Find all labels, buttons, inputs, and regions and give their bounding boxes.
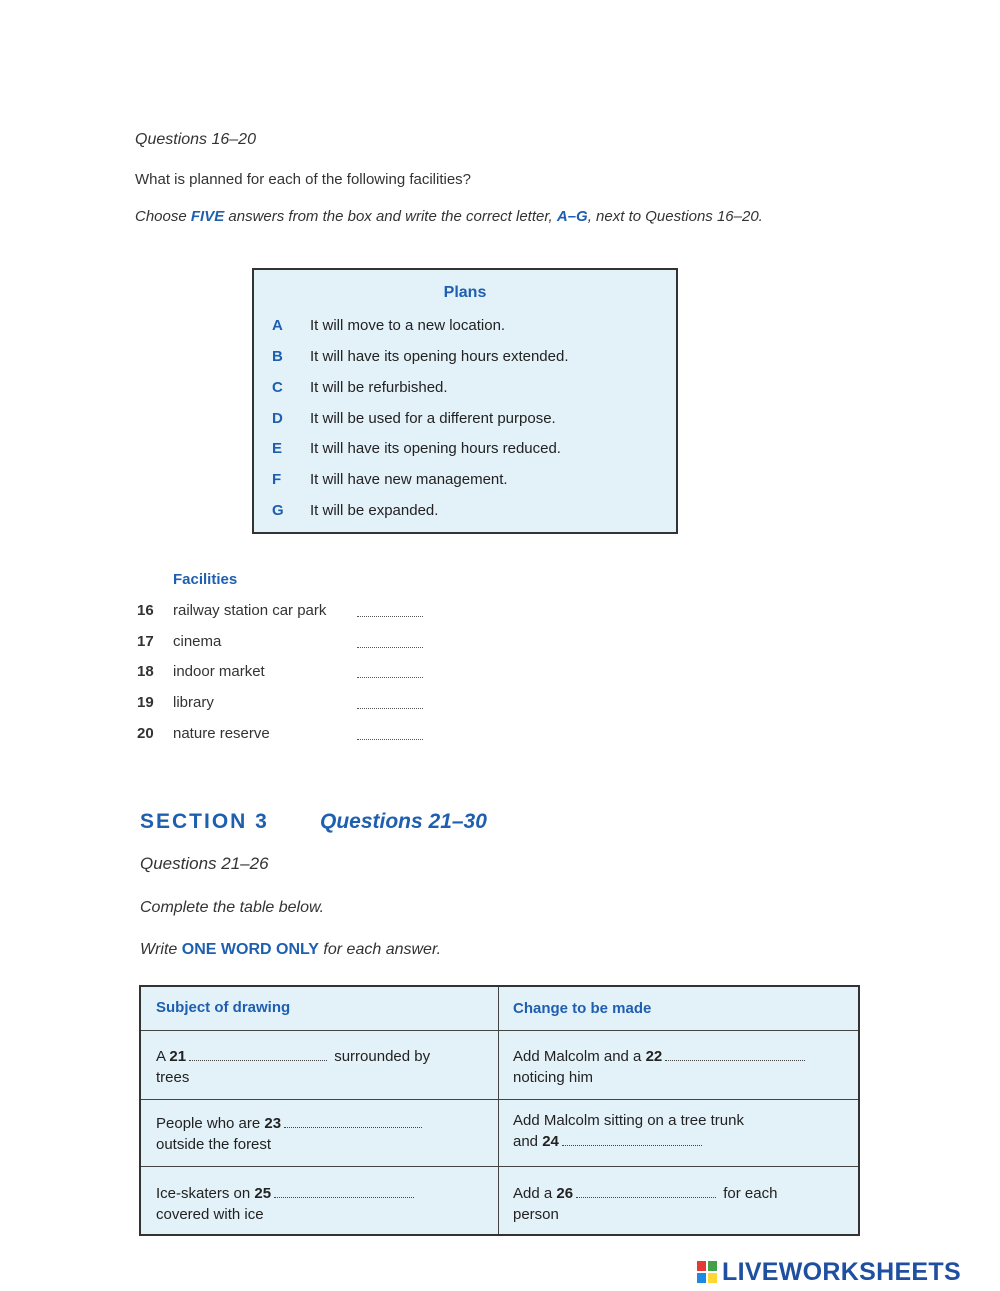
- answer-blank[interactable]: [284, 1127, 422, 1128]
- logo-square-icon: [697, 1273, 706, 1283]
- facility-name: nature reserve: [173, 725, 270, 742]
- question-number: 20: [137, 725, 154, 742]
- answer-blank[interactable]: [357, 708, 423, 709]
- question-number: 26: [556, 1185, 574, 1202]
- logo-square-icon: [697, 1261, 706, 1271]
- plan-item: [272, 379, 448, 401]
- questions-heading: Questions 16–20: [135, 131, 256, 148]
- instruction-text: [135, 207, 795, 227]
- answer-blank[interactable]: [189, 1060, 327, 1061]
- plan-item: [272, 502, 438, 524]
- plan-item: [272, 471, 508, 493]
- cell-text: A: [156, 1048, 170, 1065]
- question-number: 25: [254, 1185, 272, 1202]
- table-divider: [141, 1099, 858, 1100]
- cell-text: noticing him: [513, 1069, 594, 1086]
- cell-text: person: [513, 1206, 559, 1223]
- plan-letter: E: [272, 440, 283, 457]
- plan-letter: C: [272, 379, 283, 396]
- instruction-range: A–G: [556, 208, 588, 225]
- facility-name: library: [173, 694, 214, 711]
- answer-blank[interactable]: [274, 1197, 414, 1198]
- facilities-title: Facilities: [173, 571, 238, 588]
- table-cell: [513, 1110, 858, 1152]
- plan-text: It will be used for a different purpose.: [310, 410, 556, 427]
- instruction-part: for each answer.: [318, 941, 442, 958]
- table-divider: [141, 1030, 858, 1031]
- table-cell: [513, 1183, 858, 1225]
- logo-square-icon: [708, 1273, 717, 1283]
- answer-blank[interactable]: [357, 739, 423, 740]
- plan-text: It will move to a new location.: [310, 317, 506, 334]
- plan-letter: G: [272, 502, 284, 519]
- question-text: What is planned for each of the following facilities?: [135, 171, 472, 188]
- cell-text: Add Malcolm and a: [513, 1048, 646, 1065]
- question-number: 16: [137, 602, 154, 619]
- instruction-emphasis: ONE WORD ONLY: [181, 941, 319, 958]
- answer-blank[interactable]: [357, 647, 423, 648]
- facility-name: railway station car park: [173, 602, 327, 619]
- plan-text: It will have its opening hours extended.: [310, 348, 569, 365]
- facility-name: indoor market: [173, 663, 265, 680]
- plan-letter: B: [272, 348, 283, 365]
- cell-text: surrounded by: [330, 1048, 431, 1065]
- table-header: Subject of drawing: [156, 999, 291, 1016]
- plan-letter: A: [272, 317, 283, 334]
- plans-title: Plans: [443, 284, 487, 301]
- question-number: 22: [645, 1048, 663, 1065]
- section-range: Questions 21–30: [320, 810, 487, 833]
- answer-blank[interactable]: [357, 616, 423, 617]
- cell-text: covered with ice: [156, 1206, 264, 1223]
- instruction-text: [140, 941, 441, 959]
- cell-text: People who are: [156, 1115, 265, 1132]
- question-number: 18: [137, 663, 154, 680]
- table-header: Change to be made: [513, 1000, 652, 1017]
- plan-item: [272, 348, 569, 370]
- cell-text: and: [513, 1133, 543, 1150]
- plan-text: It will be refurbished.: [310, 379, 448, 396]
- plan-text: It will have new management.: [310, 471, 508, 488]
- questions-heading: Questions 21–26: [140, 854, 269, 873]
- table-cell: [513, 1046, 858, 1088]
- plan-text: It will have its opening hours reduced.: [310, 440, 561, 457]
- table-divider: [498, 987, 499, 1234]
- notes-table: [139, 985, 860, 1236]
- cell-text: outside the forest: [156, 1136, 272, 1153]
- plan-letter: D: [272, 410, 283, 427]
- question-number: 21: [169, 1048, 187, 1065]
- instruction-part: Choose: [135, 208, 191, 225]
- table-cell: [156, 1046, 491, 1088]
- cell-text: Add Malcolm sitting on a tree trunk: [513, 1112, 744, 1129]
- plan-item: [272, 317, 505, 339]
- instruction-part: , next to Questions 16–20.: [587, 208, 763, 225]
- logo-square-icon: [708, 1261, 717, 1271]
- section-title: SECTION 3: [140, 810, 269, 833]
- question-number: 19: [137, 694, 154, 711]
- answer-blank[interactable]: [576, 1197, 716, 1198]
- table-divider: [141, 1166, 858, 1167]
- answer-blank[interactable]: [357, 677, 423, 678]
- cell-text: trees: [156, 1069, 190, 1086]
- question-number: 24: [542, 1133, 559, 1150]
- plans-box: [252, 268, 678, 534]
- instruction-part: answers from the box and write the correct letter,: [224, 208, 557, 225]
- answer-blank[interactable]: [665, 1060, 805, 1061]
- plan-item: [272, 440, 561, 462]
- facility-name: cinema: [173, 633, 222, 650]
- question-number: 23: [264, 1115, 282, 1132]
- answer-blank[interactable]: [562, 1145, 702, 1146]
- question-number: 17: [137, 633, 154, 650]
- plan-text: It will be expanded.: [310, 502, 439, 519]
- cell-text: for each: [719, 1185, 778, 1202]
- instruction-emphasis: FIVE: [190, 208, 225, 225]
- plan-letter: F: [272, 471, 282, 488]
- liveworksheets-icon: [697, 1261, 717, 1283]
- table-cell: [156, 1183, 491, 1225]
- instruction-part: Write: [140, 941, 182, 958]
- cell-text: Add a: [513, 1185, 557, 1202]
- logo-text: LIVEWORKSHEETS: [722, 1258, 961, 1286]
- plan-item: [272, 410, 556, 432]
- table-cell: [156, 1113, 491, 1155]
- cell-text: Ice-skaters on: [156, 1185, 255, 1202]
- instruction-text: Complete the table below.: [140, 899, 325, 916]
